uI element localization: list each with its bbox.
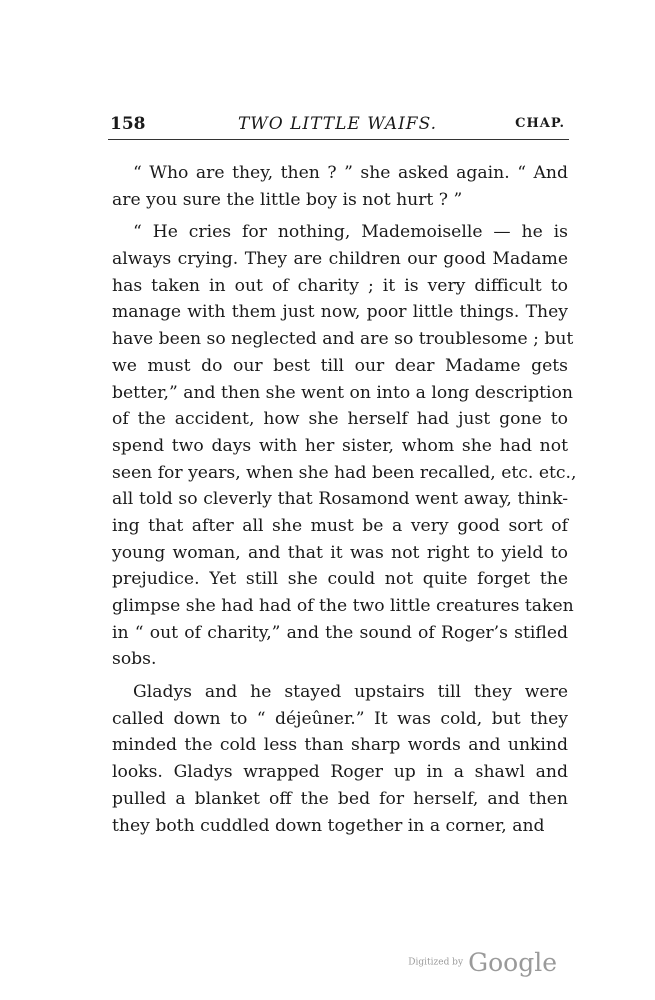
- text-line: Gladys and he stayed upstairs till they were: [133, 682, 568, 703]
- running-header: [108, 104, 567, 136]
- text-line: all told so cleverly that Rosamond went away, think-: [112, 489, 568, 510]
- chapter-label: CHAP.: [515, 116, 565, 131]
- text-line: always crying. They are children our good Madame: [112, 249, 568, 270]
- text-line: manage with them just now, poor little things. They: [112, 302, 568, 323]
- header-rule: [108, 139, 569, 140]
- text-line: of the accident, how she herself had just gone to: [112, 409, 568, 430]
- text-line: better,” and then she went on into a long description: [112, 382, 573, 403]
- text-line: seen for years, when she had been recalled, etc. etc.,: [112, 462, 577, 483]
- paragraph: [112, 219, 577, 673]
- text-line: young woman, and that it was not right to yield to: [112, 542, 568, 563]
- text-line: we must do our best till our dear Madame gets: [112, 355, 568, 376]
- text-line: looks. Gladys wrapped Roger up in a shawl and: [112, 762, 568, 783]
- text-line: “ He cries for nothing, Mademoiselle — he is: [133, 222, 568, 243]
- text-line: ing that after all she must be a very good sort of: [112, 515, 568, 536]
- text-line: sobs.: [112, 649, 157, 670]
- text-line: have been so neglected and are so troublesome ; but: [112, 329, 574, 350]
- text-line: spend two days with her sister, whom she had not: [112, 435, 568, 456]
- body-text: [112, 160, 577, 839]
- text-line: they both cuddled down together in a corner, and: [112, 815, 545, 836]
- text-line: “ Who are they, then ? ” she asked again. “ And: [133, 163, 568, 183]
- page-number: 158: [110, 114, 146, 134]
- watermark-brand: Google: [468, 948, 557, 977]
- paragraph: [112, 679, 568, 839]
- watermark-prefix: Digitized by: [408, 957, 464, 968]
- text-line: glimpse she had had of the two little creatures taken: [112, 596, 574, 616]
- paragraph: [112, 160, 568, 213]
- text-line: has taken in out of charity ; it is very difficult to: [112, 275, 568, 296]
- text-line: prejudice. Yet still she could not quite forget the: [112, 569, 568, 590]
- text-line: are you sure the little boy is not hurt ? ”: [112, 189, 463, 210]
- text-line: called down to “ déjeûner.” It was cold, but they: [112, 708, 568, 729]
- digitized-watermark: [408, 948, 557, 977]
- running-title: TWO LITTLE WAIFS.: [237, 114, 438, 134]
- text-line: minded the cold less than sharp words and unkind: [112, 735, 568, 756]
- text-line: in “ out of charity,” and the sound of Roger’s stifled: [112, 622, 568, 643]
- text-line: pulled a blanket off the bed for herself, and then: [112, 788, 568, 809]
